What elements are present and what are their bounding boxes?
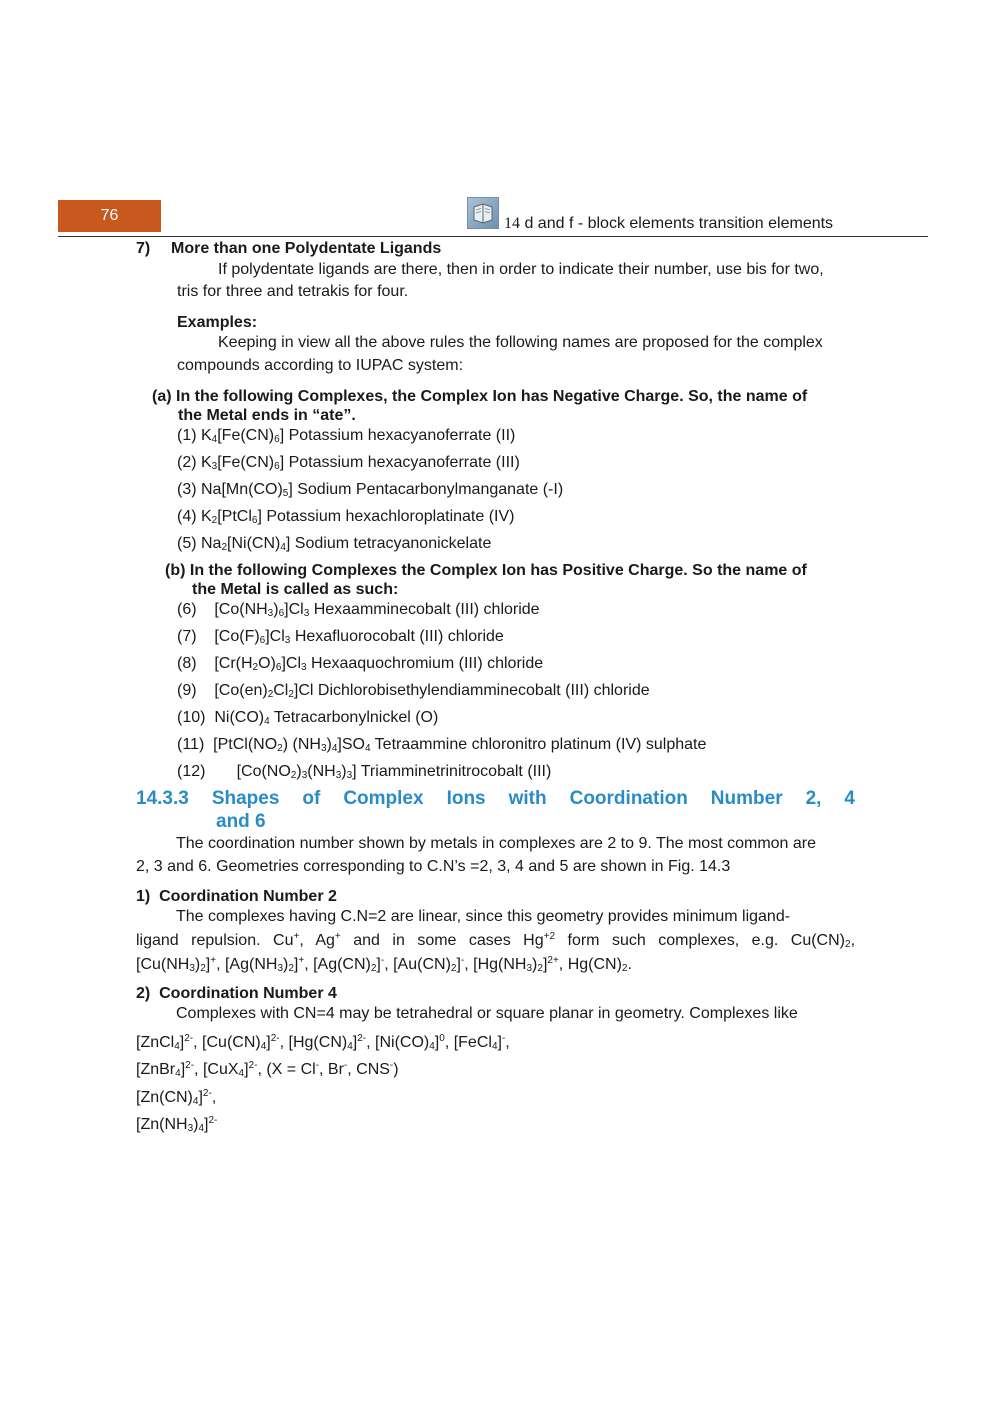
list-item: (11) [$PtCl(NO_2)$ $(NH_3)_4]SO_4$ Tetraammine chloronitro platinum (IV) sulphate: [177, 736, 707, 754]
list-item: (6) $[Co(NH_3)_6]Cl_3$ Hexaamminecobalt (III) chloride: [177, 601, 540, 619]
list-item: (12) $[Co(NO_2)_3(NH_3)_3]$ Triamminetrinitrocobalt (III): [177, 763, 552, 781]
part-a-heading: (a) In the following Complexes, the Complex Ion has Negative Charge. So, the name of: [152, 388, 808, 405]
paragraph-line: The coordination number shown by metals in complexes are 2 to 9. The most common are: [176, 835, 817, 852]
section-heading: and 6: [216, 811, 266, 832]
list-item: (8) $[Cr(H_2O)_6]Cl_3$ Hexaaquochromium (III) chloride: [177, 655, 544, 673]
list-item: (10) $Ni(CO)_4$ Tetracarbonylnickel (O): [177, 709, 439, 727]
paragraph-line: Complexes with CN=4 may be tetrahedral or square planar in geometry. Complexes like: [176, 1005, 798, 1022]
part-b-heading: the Metal is called as such:: [192, 581, 399, 598]
examples-title: Examples:: [177, 314, 258, 331]
list-item: (3) $Na[Mn(CO)_5]$ Sodium Pentacarbonylmanganate (-I): [177, 481, 564, 499]
list-item: (5) $Na_2[Ni(CN)_4]$ Sodium tetracyanonickelate: [177, 535, 492, 553]
subsection-title: 2) Coordination Number 4: [136, 985, 337, 1002]
subsection-title: 1) Coordination Number 2: [136, 888, 337, 905]
list-item: (9) $[Co(en)_2Cl_2]Cl$ Dichlorobisethylendiamminecobalt (III) chloride: [177, 682, 650, 700]
section-title: More than one Polydentate Ligands: [171, 240, 442, 257]
paragraph-line: [ZnCl$_4$]$^{2-}$, $[Cu(CN)_4]^{2-}$, $[Hg(CN)_4]^{2-}$, $[Ni(CO)_4]^0$, [FeCl$_4$]-,: [136, 1033, 510, 1052]
part-b-heading: (b) In the following Complexes the Complex Ion has Positive Charge. So the name of: [165, 562, 807, 579]
part-a-heading: the Metal ends in “ate”.: [178, 407, 356, 424]
page-number: 76: [58, 200, 161, 232]
paragraph-line: [ZnBr$_4$]$^{2-}$, $[CuX_4]^{2-}$, (X = Cl-, Br-, CNS-): [136, 1060, 399, 1079]
paragraph-line: $[Zn(CN)_4]^{2-}$,: [136, 1088, 217, 1107]
paragraph-line: Keeping in view all the above rules the following names are proposed for the complex: [218, 334, 823, 351]
paragraph-line: $[Cu(NH_3)_2]^+$, $[Ag(NH_3)_2]^+$, $[Ag(CN)_2]^-$, $[Au(CN)_2]^-$, $[Hg(NH_3)_2]^{2+}$, $Hg(CN)_2$.: [136, 955, 632, 974]
list-item: (1) $K_4[Fe(CN)_6]$ Potassium hexacyanoferrate (II): [177, 427, 516, 445]
section-number: 7): [136, 240, 151, 257]
paragraph-line: compounds according to IUPAC system:: [177, 357, 464, 374]
section-heading: 14.3.3 Shapes of Complex Ions with Coordination Number 2, 4: [136, 788, 855, 809]
paragraph-line: ligand repulsion. Cu+, Ag+ and in some cases $Hg^{+2}$ form such complexes, e.g. $Cu(CN)_2$,: [136, 931, 856, 950]
paragraph-line: tris for three and tetrakis for four.: [177, 283, 409, 300]
list-item: (7) $[Co(F)_6]Cl_3$ Hexafluorocobalt (III) chloride: [177, 628, 504, 646]
list-item: (4) $K_2[PtCl_6]$ Potassium hexachloroplatinate (IV): [177, 508, 515, 526]
header-divider: [58, 236, 928, 237]
chapter-title: 14 d and f - block elements transition elements: [504, 215, 834, 232]
paragraph-line: The complexes having C.N=2 are linear, since this geometry provides minimum ligand-: [176, 908, 791, 925]
paragraph-line: If polydentate ligands are there, then in order to indicate their number, use bis for two,: [218, 261, 824, 278]
paragraph-line: $[Zn(NH_3)_4]^{2-}$: [136, 1115, 218, 1134]
book-icon: [467, 197, 499, 229]
list-item: (2) $K_3[Fe(CN)_6]$ Potassium hexacyanoferrate (III): [177, 454, 520, 472]
paragraph-line: 2, 3 and 6. Geometries corresponding to C.N’s =2, 3, 4 and 5 are shown in Fig. 14.3: [136, 858, 731, 875]
